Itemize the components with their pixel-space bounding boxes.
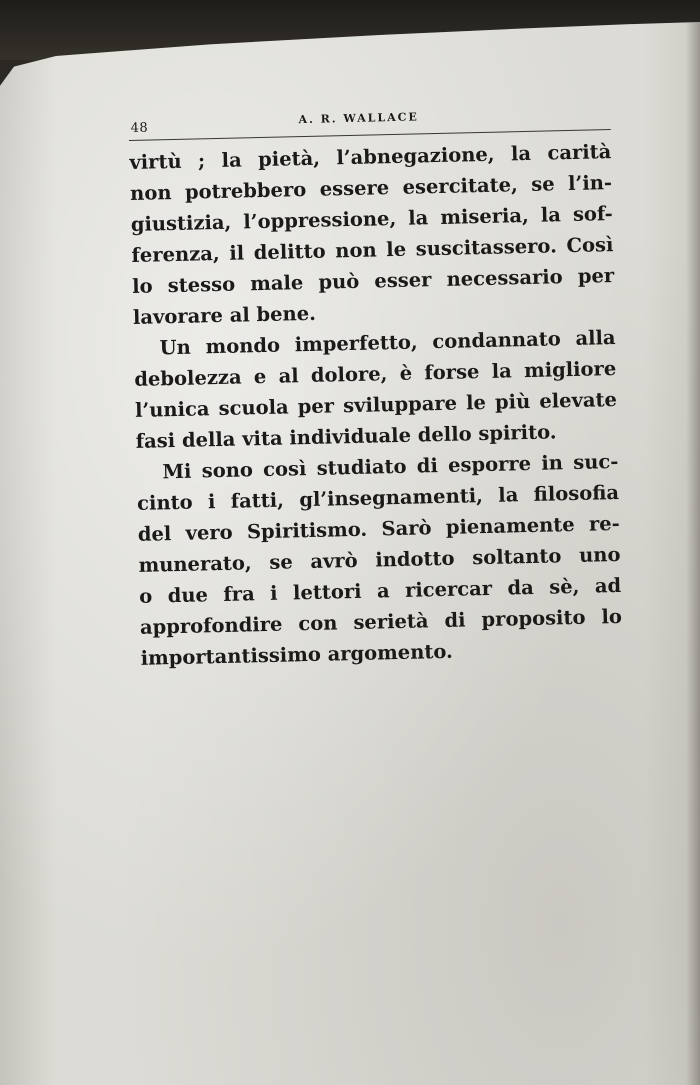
text-line: lavorare al bene. (132, 301, 317, 329)
page-number: 48 (130, 120, 149, 136)
text-line: virtù ; la pietà, l’abnegazione, la carità (129, 140, 612, 174)
page-edge-shadow (686, 22, 700, 1085)
paragraph-1 (129, 136, 615, 333)
text-line: importantissimo argomento. (140, 639, 454, 670)
paragraph-3 (136, 446, 623, 674)
text-line: fasi della vita individuale dello spirito. (135, 420, 557, 453)
body-text (129, 136, 623, 674)
text-line: non potrebbero essere esercitate, se l’in- (129, 171, 613, 205)
text-line: debolezza e al dolore, è forse la migliore (134, 356, 617, 391)
text-line: giustizia, l’oppressione, la miseria, la sof- (130, 202, 613, 236)
text-line: cinto i fatti, gl’insegnamenti, la filosofia (136, 480, 620, 515)
text-line: Mi sono così studiato di esporre in suc- (162, 449, 619, 484)
text-line: del vero Spiritismo. Sarò pienamente re- (137, 511, 620, 546)
paragraph-2 (133, 322, 618, 457)
text-line: lo stesso male può esser necessario per (131, 264, 615, 298)
text-line: approfondire con serietà di proposito lo (139, 604, 623, 639)
text-line: l’unica scuola per sviluppare le più elevate (134, 387, 618, 422)
running-title: A. R. WALLACE (298, 110, 419, 127)
text-line: ferenza, il delitto non le suscitassero. Così (131, 233, 614, 267)
text-line: o due fra i lettori a ricercar da sè, ad (139, 573, 622, 608)
text-line: munerato, se avrò indotto soltanto uno (138, 542, 621, 577)
page-content (128, 89, 623, 674)
text-line: Un mondo imperfetto, condannato alla (159, 326, 616, 360)
